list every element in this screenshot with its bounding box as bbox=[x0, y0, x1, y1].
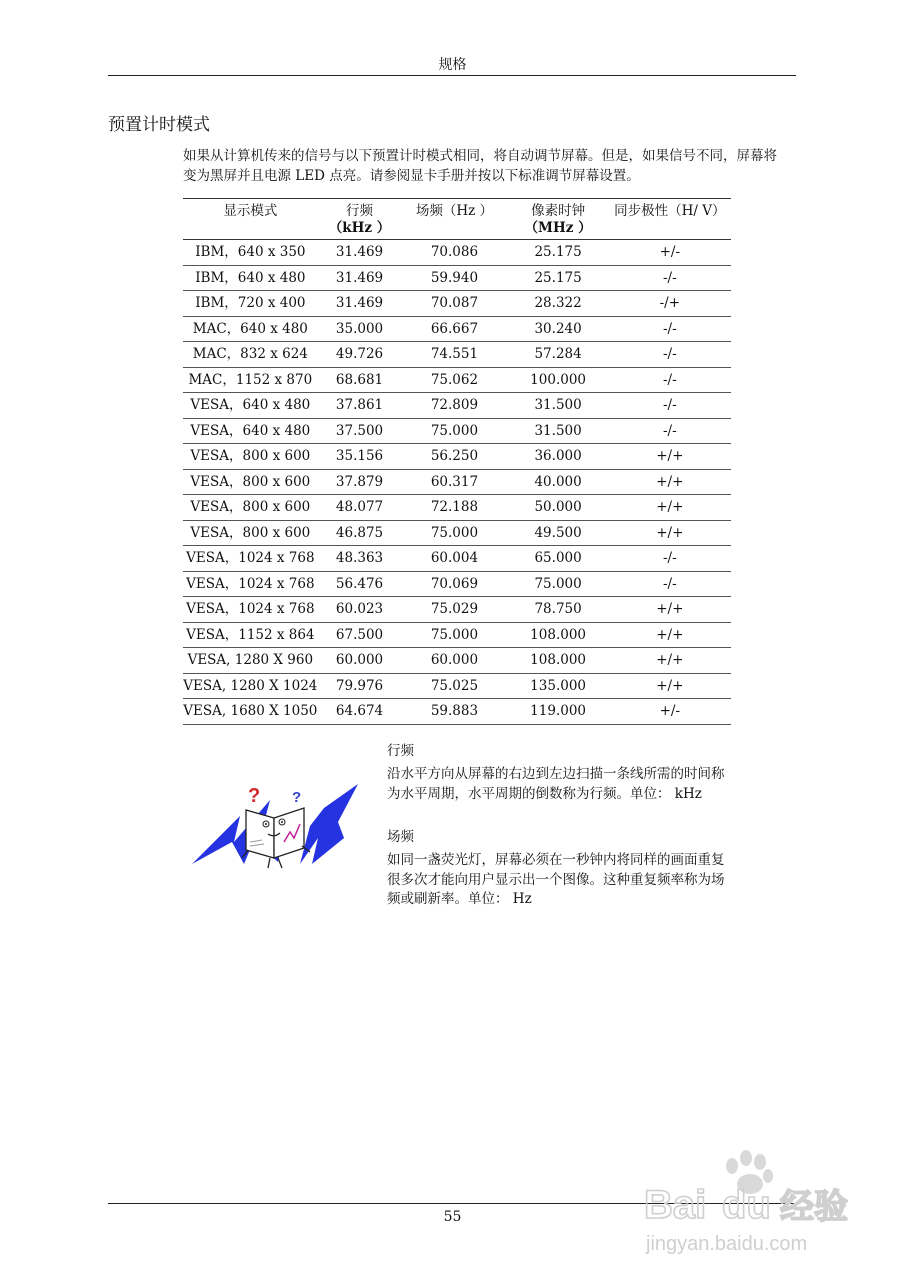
cell-polarity: -/- bbox=[609, 316, 731, 342]
header-divider bbox=[108, 75, 796, 76]
cell-polarity: +/+ bbox=[609, 495, 731, 521]
cell-polarity: +/+ bbox=[609, 597, 731, 623]
cell-mode: VESA，1152 x 864 bbox=[183, 622, 318, 648]
cell-mode: VESA，1024 x 768 bbox=[183, 546, 318, 572]
cell-clock: 57.284 bbox=[508, 342, 609, 368]
cell-clock: 78.750 bbox=[508, 597, 609, 623]
cell-vfreq: 70.087 bbox=[401, 291, 507, 317]
page-header-title: 规格 bbox=[438, 57, 467, 73]
cell-mode: VESA, 1280 X 1024 bbox=[183, 673, 318, 699]
cell-polarity: -/- bbox=[609, 571, 731, 597]
table-row bbox=[183, 291, 731, 317]
header-sync-polarity: 同步极性（H/ V） bbox=[609, 199, 731, 240]
preset-timing-table bbox=[183, 198, 731, 725]
table-header-row bbox=[183, 199, 731, 240]
cell-hfreq: 56.476 bbox=[318, 571, 402, 597]
table-row bbox=[183, 495, 731, 521]
glossary-hfreq-term: 行频 bbox=[387, 743, 414, 759]
cell-hfreq: 49.726 bbox=[318, 342, 402, 368]
cell-polarity: -/- bbox=[609, 342, 731, 368]
cell-polarity: -/+ bbox=[609, 291, 731, 317]
cell-hfreq: 31.469 bbox=[318, 265, 402, 291]
cell-mode: MAC，640 x 480 bbox=[183, 316, 318, 342]
cell-hfreq: 64.674 bbox=[318, 699, 402, 725]
cell-mode: MAC，832 x 624 bbox=[183, 342, 318, 368]
cell-mode: VESA，800 x 600 bbox=[183, 495, 318, 521]
cell-mode: VESA，1024 x 768 bbox=[183, 571, 318, 597]
cell-mode: VESA，800 x 600 bbox=[183, 469, 318, 495]
table-row bbox=[183, 673, 731, 699]
cell-vfreq: 72.188 bbox=[401, 495, 507, 521]
table-body bbox=[183, 240, 731, 725]
cell-vfreq: 74.551 bbox=[401, 342, 507, 368]
cell-hfreq: 48.077 bbox=[318, 495, 402, 521]
cell-vfreq: 75.029 bbox=[401, 597, 507, 623]
cell-polarity: -/- bbox=[609, 546, 731, 572]
cell-clock: 40.000 bbox=[508, 469, 609, 495]
cell-clock: 108.000 bbox=[508, 648, 609, 674]
header-horizontal-frequency: 行频 （kHz ） bbox=[318, 199, 402, 240]
baidu-jingyan-watermark bbox=[640, 1150, 880, 1265]
cell-vfreq: 56.250 bbox=[401, 444, 507, 470]
cell-clock: 108.000 bbox=[508, 622, 609, 648]
cell-mode: VESA, 1280 X 960 bbox=[183, 648, 318, 674]
header-pixel-clock: 像素时钟 （MHz ） bbox=[508, 199, 609, 240]
table-row bbox=[183, 367, 731, 393]
cell-clock: 25.175 bbox=[508, 240, 609, 266]
svg-text:du: du bbox=[722, 1183, 771, 1227]
table-row bbox=[183, 316, 731, 342]
cell-vfreq: 75.000 bbox=[401, 622, 507, 648]
cell-hfreq: 37.861 bbox=[318, 393, 402, 419]
question-mark-blue-icon: ? bbox=[292, 789, 302, 806]
cell-vfreq: 72.809 bbox=[401, 393, 507, 419]
cell-hfreq: 46.875 bbox=[318, 520, 402, 546]
cell-hfreq: 79.976 bbox=[318, 673, 402, 699]
cell-clock: 31.500 bbox=[508, 418, 609, 444]
cell-clock: 25.175 bbox=[508, 265, 609, 291]
cell-hfreq: 31.469 bbox=[318, 240, 402, 266]
table-row bbox=[183, 393, 731, 419]
cell-hfreq: 37.879 bbox=[318, 469, 402, 495]
cell-vfreq: 59.940 bbox=[401, 265, 507, 291]
cell-mode: VESA，1024 x 768 bbox=[183, 597, 318, 623]
cell-clock: 31.500 bbox=[508, 393, 609, 419]
cell-vfreq: 59.883 bbox=[401, 699, 507, 725]
header-display-mode: 显示模式 bbox=[183, 199, 318, 240]
cell-hfreq: 35.156 bbox=[318, 444, 402, 470]
cell-clock: 100.000 bbox=[508, 367, 609, 393]
table-row bbox=[183, 622, 731, 648]
section-title: 预置计时模式 bbox=[108, 115, 210, 135]
cell-clock: 49.500 bbox=[508, 520, 609, 546]
cell-polarity: +/+ bbox=[609, 469, 731, 495]
monitor-manual-illustration bbox=[192, 780, 360, 870]
cell-hfreq: 35.000 bbox=[318, 316, 402, 342]
cell-hfreq: 31.469 bbox=[318, 291, 402, 317]
cell-mode: VESA，800 x 600 bbox=[183, 520, 318, 546]
cell-hfreq: 68.681 bbox=[318, 367, 402, 393]
intro-paragraph: 如果从计算机传来的信号与以下预置计时模式相同，将自动调节屏幕。但是，如果信号不同，屏幕将变为黑屏并且电源 LED 点亮。请参阅显卡手册并按以下标准调节屏幕设置。 bbox=[183, 148, 777, 184]
cell-mode: IBM，640 x 350 bbox=[183, 240, 318, 266]
cell-polarity: -/- bbox=[609, 393, 731, 419]
cell-clock: 50.000 bbox=[508, 495, 609, 521]
svg-text:经验: 经验 bbox=[780, 1188, 848, 1226]
table-row bbox=[183, 699, 731, 725]
cell-hfreq: 60.000 bbox=[318, 648, 402, 674]
cell-vfreq: 60.317 bbox=[401, 469, 507, 495]
cell-polarity: +/- bbox=[609, 240, 731, 266]
table-row bbox=[183, 571, 731, 597]
table-row bbox=[183, 546, 731, 572]
cell-polarity: -/- bbox=[609, 265, 731, 291]
cell-hfreq: 48.363 bbox=[318, 546, 402, 572]
cell-vfreq: 60.000 bbox=[401, 648, 507, 674]
cell-hfreq: 60.023 bbox=[318, 597, 402, 623]
cell-mode: IBM，640 x 480 bbox=[183, 265, 318, 291]
cell-clock: 135.000 bbox=[508, 673, 609, 699]
header-vertical-frequency: 场频（Hz ） bbox=[401, 199, 507, 240]
table-row bbox=[183, 597, 731, 623]
cell-hfreq: 67.500 bbox=[318, 622, 402, 648]
cell-hfreq: 37.500 bbox=[318, 418, 402, 444]
cell-polarity: +/+ bbox=[609, 648, 731, 674]
cell-clock: 36.000 bbox=[508, 444, 609, 470]
question-mark-red-icon: ? bbox=[248, 785, 261, 807]
cell-mode: VESA，800 x 600 bbox=[183, 444, 318, 470]
cell-vfreq: 60.004 bbox=[401, 546, 507, 572]
cell-clock: 75.000 bbox=[508, 571, 609, 597]
cell-polarity: +/+ bbox=[609, 622, 731, 648]
glossary-vfreq-term: 场频 bbox=[387, 829, 414, 845]
table-row bbox=[183, 265, 731, 291]
cell-vfreq: 75.000 bbox=[401, 418, 507, 444]
svg-text:Bai: Bai bbox=[644, 1183, 707, 1227]
cell-vfreq: 70.086 bbox=[401, 240, 507, 266]
cell-mode: MAC，1152 x 870 bbox=[183, 367, 318, 393]
cell-mode: VESA, 1680 X 1050 bbox=[183, 699, 318, 725]
watermark-url-lettering: jingyan.baidu.com bbox=[646, 1233, 808, 1255]
table-row bbox=[183, 342, 731, 368]
cell-polarity: -/- bbox=[609, 418, 731, 444]
glossary-vfreq-description: 如同一盏荧光灯，屏幕必须在一秒钟内将同样的画面重复很多次才能向用户显示出一个图像。这种重复频率称为场频或刷新率。单位： Hz bbox=[387, 852, 725, 907]
watermark-lettering bbox=[644, 1183, 848, 1227]
cell-mode: VESA，640 x 480 bbox=[183, 418, 318, 444]
blue-zigzag-right-icon bbox=[300, 784, 358, 864]
cell-polarity: +/+ bbox=[609, 444, 731, 470]
cell-vfreq: 75.025 bbox=[401, 673, 507, 699]
page-number: 55 bbox=[443, 1209, 462, 1225]
cell-clock: 65.000 bbox=[508, 546, 609, 572]
cell-polarity: -/- bbox=[609, 367, 731, 393]
cell-polarity: +/+ bbox=[609, 520, 731, 546]
cell-mode: VESA，640 x 480 bbox=[183, 393, 318, 419]
cell-vfreq: 75.062 bbox=[401, 367, 507, 393]
cell-mode: IBM，720 x 400 bbox=[183, 291, 318, 317]
cell-vfreq: 66.667 bbox=[401, 316, 507, 342]
table-row bbox=[183, 520, 731, 546]
table-row bbox=[183, 240, 731, 266]
cell-clock: 30.240 bbox=[508, 316, 609, 342]
cell-polarity: +/+ bbox=[609, 673, 731, 699]
cell-vfreq: 75.000 bbox=[401, 520, 507, 546]
glossary-hfreq-description: 沿水平方向从屏幕的右边到左边扫描一条线所需的时间称为水平周期，水平周期的倒数称为行频。单位： kHz bbox=[387, 766, 725, 802]
cell-polarity: +/- bbox=[609, 699, 731, 725]
cell-vfreq: 70.069 bbox=[401, 571, 507, 597]
table-row bbox=[183, 444, 731, 470]
cell-clock: 28.322 bbox=[508, 291, 609, 317]
table-row bbox=[183, 418, 731, 444]
table-row bbox=[183, 469, 731, 495]
table-row bbox=[183, 648, 731, 674]
cell-clock: 119.000 bbox=[508, 699, 609, 725]
